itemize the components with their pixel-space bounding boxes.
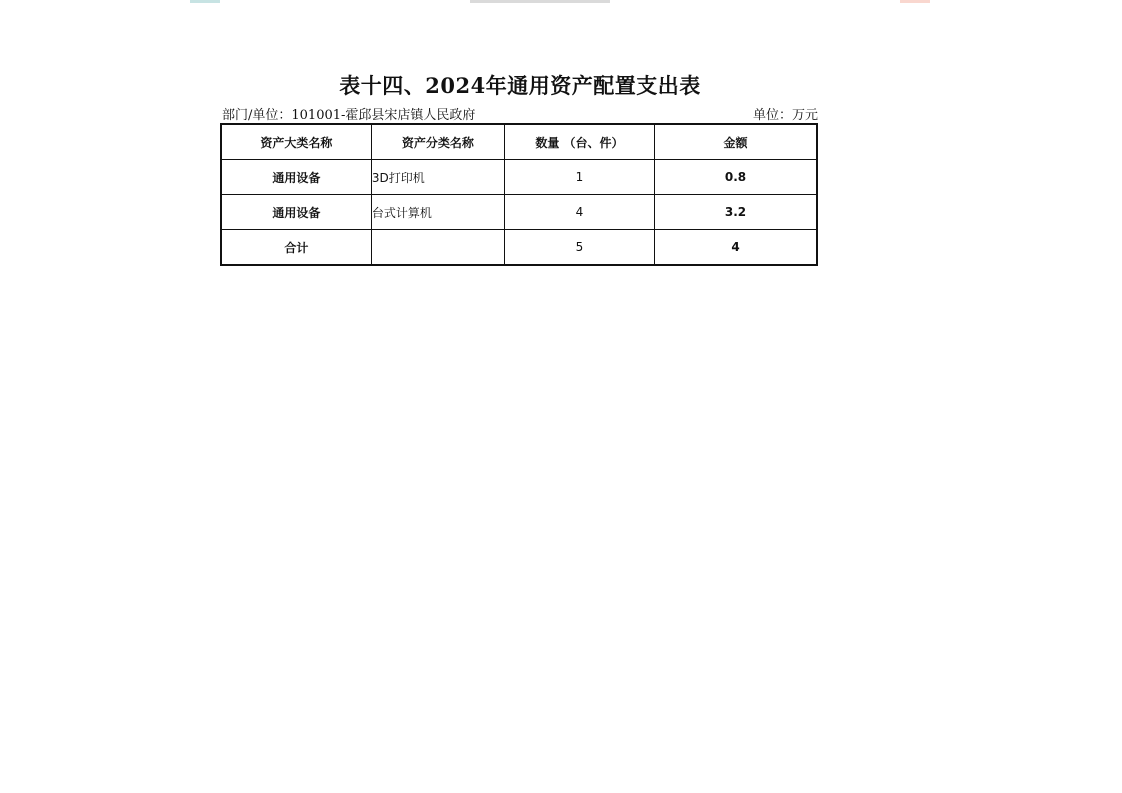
cell-amount: 0.8 xyxy=(655,160,817,195)
asset-allocation-table xyxy=(220,123,818,266)
cell-amount: 3.2 xyxy=(655,195,817,230)
cell-asset-subcategory xyxy=(371,230,504,266)
cell-quantity-total: 5 xyxy=(504,230,654,266)
cell-total-label: 合计 xyxy=(221,230,371,266)
cell-asset-subcategory: 3D打印机 xyxy=(371,160,504,195)
document-title: 表十四、2024年通用资产配置支出表 xyxy=(339,73,701,98)
department-label: 部门/单位：101001-霍邱县宋店镇人民政府 xyxy=(222,108,476,123)
scan-artifact xyxy=(900,0,930,3)
cell-asset-category: 通用设备 xyxy=(221,160,371,195)
cell-quantity: 4 xyxy=(504,195,654,230)
cell-asset-category: 通用设备 xyxy=(221,195,371,230)
table-row xyxy=(221,160,817,195)
scan-artifact xyxy=(470,0,610,3)
table-meta-row xyxy=(222,104,818,123)
table-row xyxy=(221,195,817,230)
cell-quantity: 1 xyxy=(504,160,654,195)
column-header-asset-category: 资产大类名称 xyxy=(221,124,371,160)
unit-label: 单位：万元 xyxy=(752,108,818,123)
table-total-row xyxy=(221,230,817,266)
scan-artifact xyxy=(190,0,220,3)
cell-asset-subcategory: 台式计算机 xyxy=(371,195,504,230)
column-header-quantity: 数量 （台、件） xyxy=(504,124,654,160)
cell-amount-total: 4 xyxy=(655,230,817,266)
column-header-asset-subcategory: 资产分类名称 xyxy=(371,124,504,160)
table-header-row xyxy=(221,124,817,160)
column-header-amount: 金额 xyxy=(655,124,817,160)
